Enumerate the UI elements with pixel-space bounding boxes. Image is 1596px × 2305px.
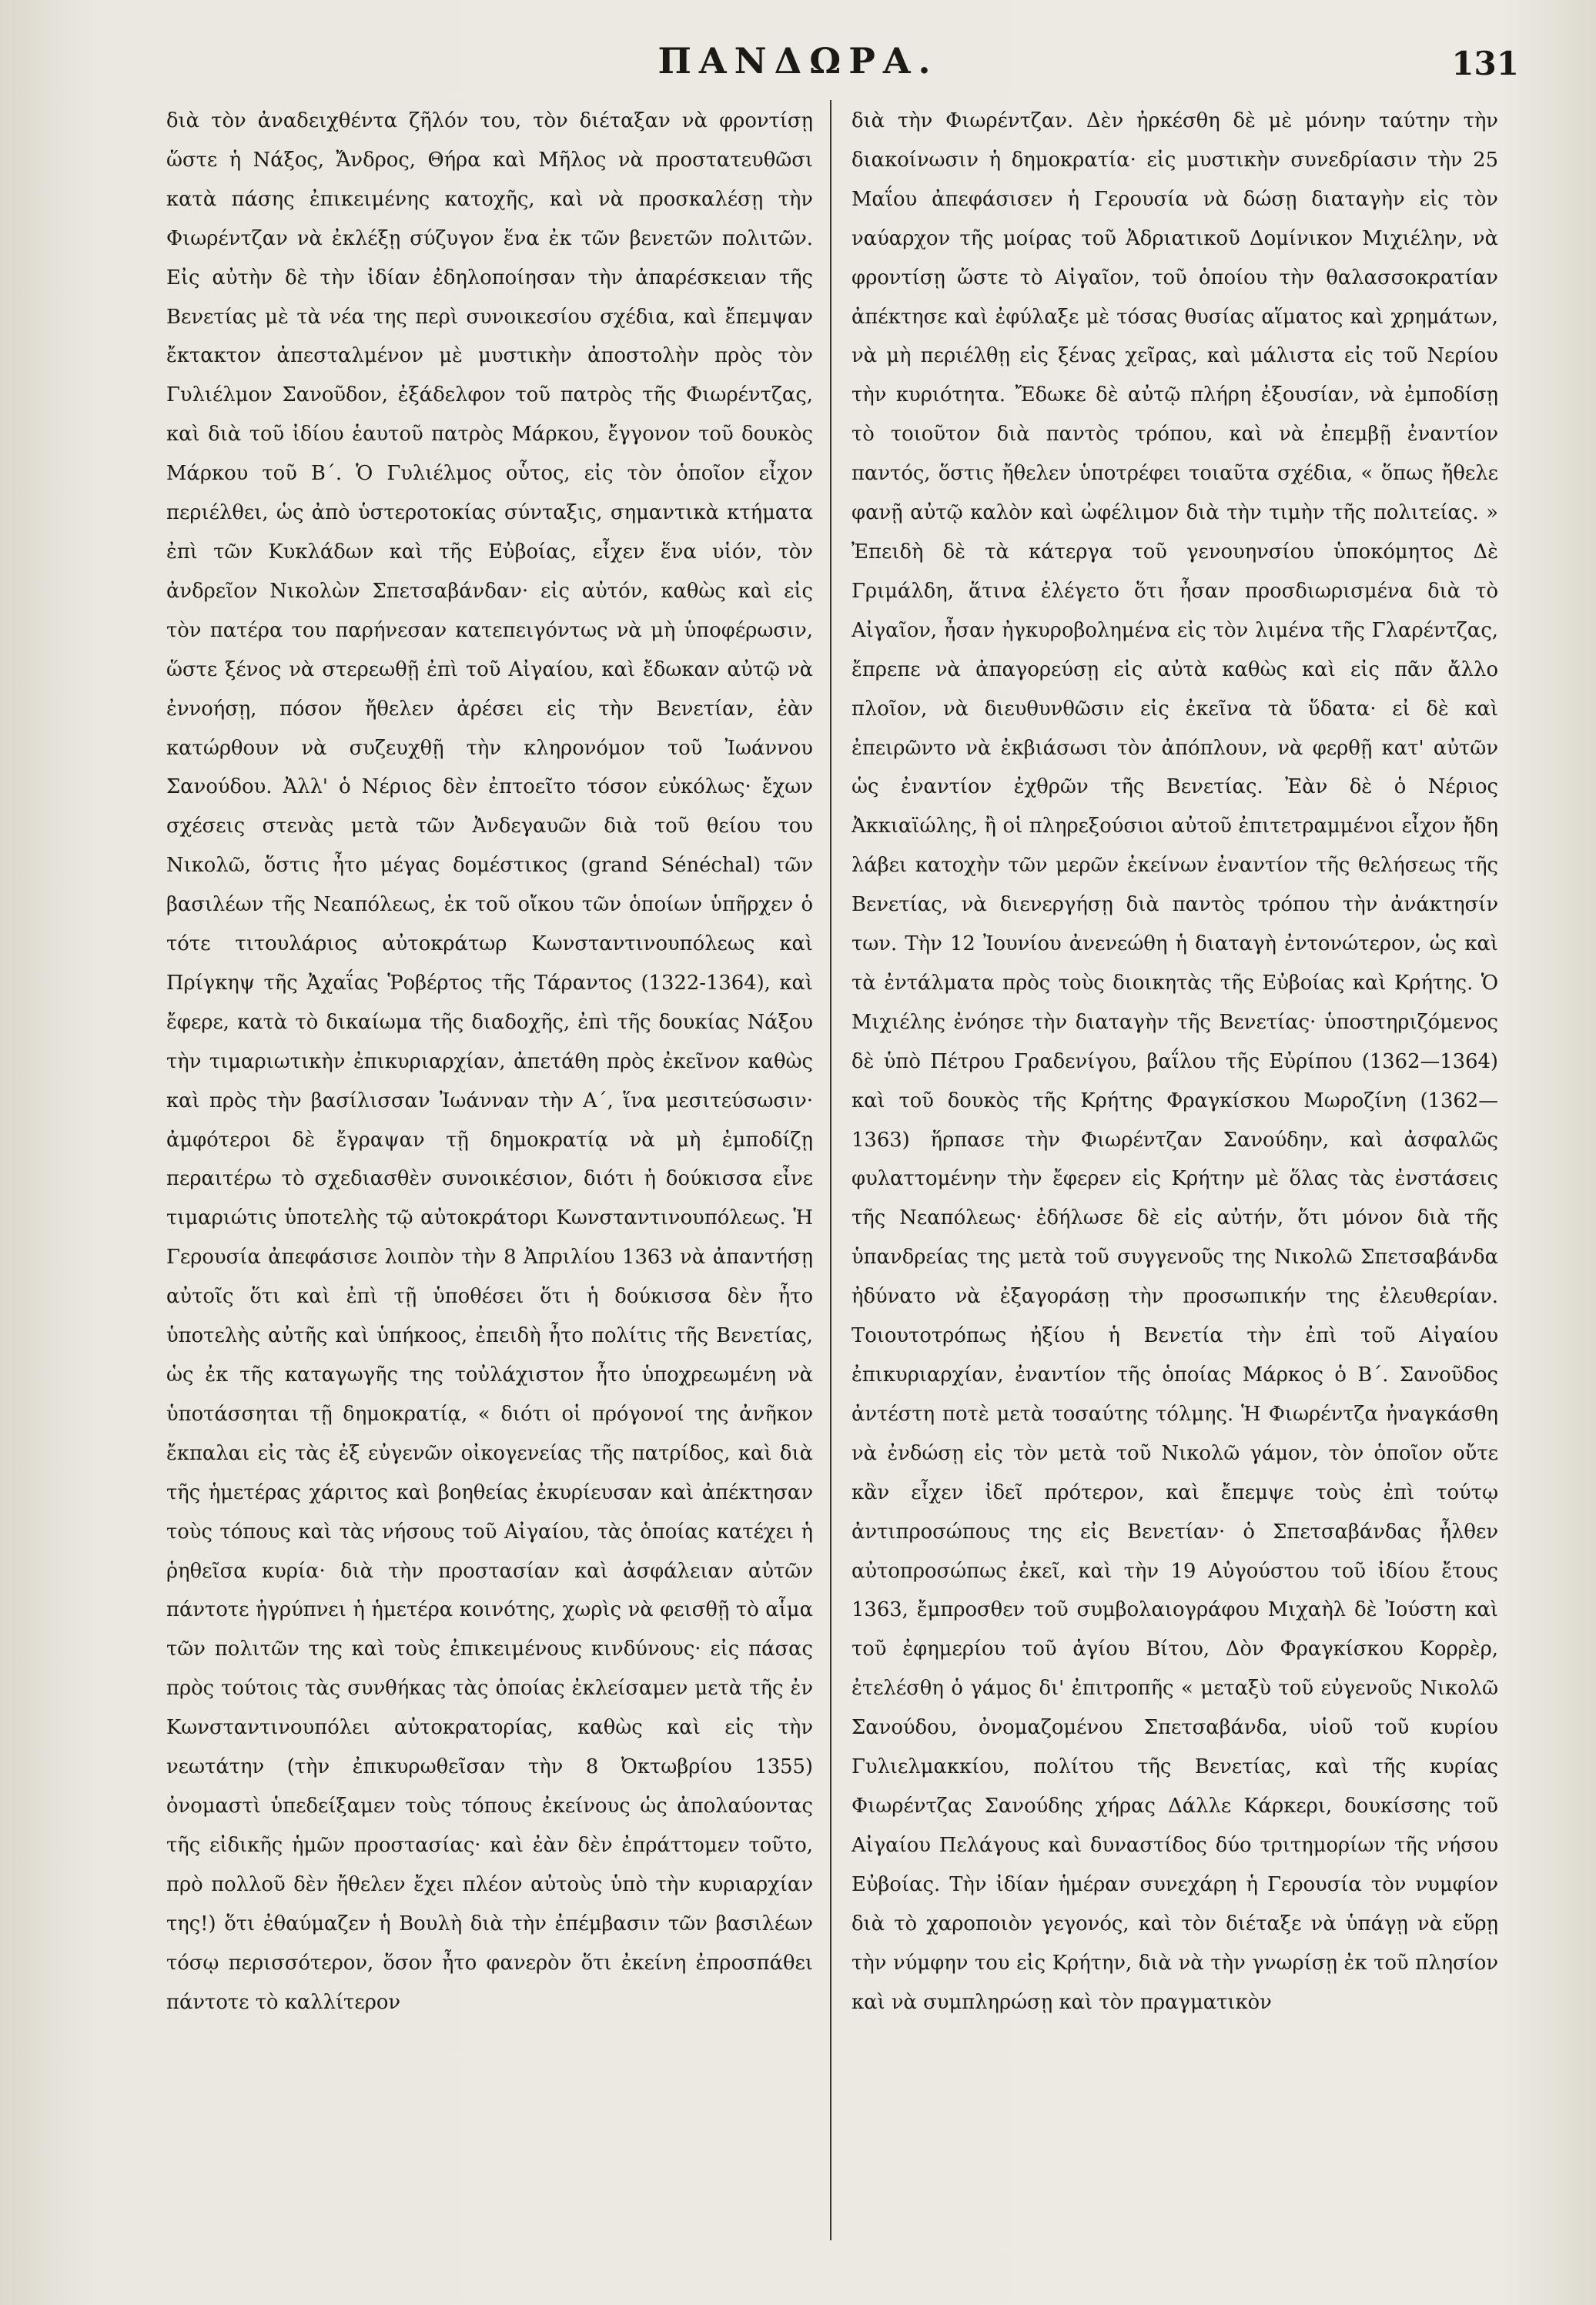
- page-number: 131: [1451, 45, 1519, 82]
- running-title: ΠΑΝΔΩΡΑ.: [657, 40, 939, 82]
- left-column-text: διὰ τὸν ἀναδειχθέντα ζῆλόν του, τὸν διέταξαν νὰ φροντίσῃ ὥστε ἡ Νάξος, Ἄνδρος, Θήρα καὶ Μῆλος νὰ προστατευθῶσι κατὰ πάσης ἐπικειμένης κατοχῆς, καὶ νὰ προσκαλέσῃ τὴν Φιωρέντζαν νὰ ἐκλέξῃ σύζυγον ἕνα ἐκ τῶν βενετῶν πολιτῶν. Εἰς αὐτὴν δὲ τὴν ἰδίαν ἐδηλοποίησαν τὴν ἀπαρέσκειαν τῆς Βενετίας μὲ τὰ νέα της περὶ συνοικεσίου σχέδια, καὶ ἔπεμψαν ἔκτακτον ἀπεσταλμένον μὲ μυστικὴν ἀποστολὴν πρὸς τὸν Γυλιέλμον Σανοῦδον, ἐξάδελφον τοῦ πατρὸς τῆς Φιωρέντζας, καὶ διὰ τοῦ ἰδίου ἑαυτοῦ πατρὸς Μάρκου, ἔγγονον τοῦ δουκὸς Μάρκου τοῦ Β΄. Ὁ Γυλιέλμος οὗτος, εἰς τὸν ὁποῖον εἶχον περιέλθει, ὡς ἀπὸ ὑστεροτοκίας σύνταξις, σημαντικὰ κτήματα ἐπὶ τῶν Κυκλάδων καὶ τῆς Εὐβοίας, εἶχεν ἕνα υἱόν, τὸν ἀνδρεῖον Νικολὼν Σπετσαβάνδαν· εἰς αὐτόν, καθὼς καὶ εἰς τὸν πατέρα του παρήνεσαν κατεπειγόντως νὰ μὴ ὑποφέρωσιν, ὥστε ξένος νὰ στερεωθῇ ἐπὶ τοῦ Αἰγαίου, καὶ ἔδωκαν αὐτῷ νὰ ἐννοήσῃ, πόσον ἤθελεν ἀρέσει εἰς τὴν Βενετίαν, ἐὰν κατώρθουν νὰ συζευχθῇ τὴν κληρονόμον τοῦ Ἰωάννου Σανούδου. Ἀλλ' ὁ Νέριος δὲν ἐπτοεῖτο τόσον εὐκόλως· ἔχων σχέσεις στενὰς μετὰ τῶν Ἀνδεγαυῶν διὰ τοῦ θείου του Νικολῶ, ὅστις ἦτο μέγας δομέστικος (grand Sénéchal) τῶν βασιλέων τῆς Νεαπόλεως, ἐκ τοῦ οἴκου τῶν ὁποίων ὑπῆρχεν ὁ τότε τιτουλάριος αὐτοκράτωρ Κωνσταντινουπόλεως καὶ Πρίγκηψ τῆς Ἀχαΐας Ῥοβέρτος τῆς Τάραντος (1322-1364), καὶ ἔφερε, κατὰ τὸ δικαίωμα τῆς διαδοχῆς, ἐπὶ τῆς δουκίας Νάξου τὴν τιμαριωτικὴν ἐπικυριαρχίαν, ἀπετάθη πρὸς ἐκεῖνον καθὼς καὶ πρὸς τὴν βασίλισσαν Ἰωάνναν τὴν Α΄, ἵνα μεσιτεύσωσιν· ἀμφότεροι δὲ ἔγραψαν τῇ δημοκρατίᾳ νὰ μὴ ἐμποδίζῃ περαιτέρω τὸ σχεδιασθὲν συνοικέσιον, διότι ἡ δούκισσα εἶνε τιμαριώτις ὑποτελὴς τῷ αὐτοκράτορι Κωνσταντινουπόλεως. Ἡ Γερουσία ἀπεφάσισε λοιπὸν τὴν 8 Ἀπριλίου 1363 νὰ ἀπαντήσῃ αὐτοῖς ὅτι καὶ ἐπὶ τῇ ὑποθέσει ὅτι ἡ δούκισσα δὲν ἦτο ὑποτελὴς αὐτῆς καὶ ὑπήκοος, ἐπειδὴ ἦτο πολίτις τῆς Βενετίας, ὡς ἐκ τῆς καταγωγῆς της τοὐλάχιστον ἦτο ὑποχρεωμένη νὰ ὑποτάσσηται τῇ δημοκρατίᾳ, « διότι οἱ πρόγονοί της ἀνῆκον ἔκπαλαι εἰς τὰς ἐξ εὐγενῶν οἰκογενείας τῆς πατρίδος, καὶ διὰ τῆς ἡμετέρας χάριτος καὶ βοηθείας ἐκυρίευσαν καὶ ἀπέκτησαν τοὺς τόπους καὶ τὰς νήσους τοῦ Αἰγαίου, τὰς ὁποίας κατέχει ἡ ῥηθεῖσα κυρία· διὰ τὴν προστασίαν καὶ ἀσφάλειαν αὐτῶν πάντοτε ἠγρύπνει ἡ ἡμετέρα κοινότης, χωρὶς νὰ φεισθῇ τὸ αἷμα τῶν πολιτῶν της καὶ τοὺς ἐπικειμένους κινδύνους· εἰς πάσας πρὸς τούτοις τὰς συνθήκας τὰς ὁποίας ἐκλείσαμεν μετὰ τῆς ἐν Κωνσταντινουπόλει αὐτοκρατορίας, καθὼς καὶ εἰς τὴν νεωτάτην (τὴν ἐπικυρωθεῖσαν τὴν 8 Ὀκτωβρίου 1355) ὀνομαστὶ ὑπεδείξαμεν τοὺς τόπους ἐκείνους ὡς ἀπολαύοντας τῆς εἰδικῆς ἡμῶν προστασίας· καὶ ἐὰν δὲν ἐπράττομεν τοῦτο, πρὸ πολλοῦ δὲν ἤθελεν ἔχει πλέον αὐτοὺς ὑπὸ τὴν κυριαρχίαν της!) ὅτι ἐθαύμαζεν ἡ Βουλὴ διὰ τὴν ἐπέμβασιν τῶν βασιλέων τόσῳ περισσότερον, ὅσον ἦτο φανερὸν ὅτι ἐκείνη ἐπροσπάθει πάντοτε τὸ καλλίτερον: [166, 109, 813, 2014]
- left-column: [166, 102, 813, 2022]
- running-head: [0, 40, 1596, 94]
- right-column: [852, 102, 1498, 2022]
- right-column-text: διὰ τὴν Φιωρέντζαν. Δὲν ἠρκέσθη δὲ μὲ μόνην ταύτην τὴν διακοίνωσιν ἡ δημοκρατία· εἰς μυστικὴν συνεδρίασιν τὴν 25 Μαΐου ἀπεφάσισεν ἡ Γερουσία νὰ δώσῃ διαταγὴν εἰς τὸν ναύαρχον τῆς μοίρας τοῦ Ἀδριατικοῦ Δομίνικον Μιχιέλην, νὰ φροντίσῃ ὥστε τὸ Αἰγαῖον, τοῦ ὁποίου τὴν θαλασσοκρατίαν ἀπέκτησε καὶ ἐφύλαξε μὲ τόσας θυσίας αἵματος καὶ χρημάτων, νὰ μὴ περιέλθῃ εἰς ξένας χεῖρας, καὶ μάλιστα εἰς τοῦ Νερίου τὴν κυριότητα. Ἔδωκε δὲ αὐτῷ πλήρη ἐξουσίαν, νὰ ἐμποδίσῃ τὸ τοιοῦτον διὰ παντὸς τρόπου, καὶ νὰ ἐπεμβῇ ἐναντίον παντός, ὅστις ἤθελεν ὑποτρέφει τοιαῦτα σχέδια, « ὅπως ἤθελε φανῇ αὐτῷ καλὸν καὶ ὠφέλιμον διὰ τὴν τιμὴν τῆς πολιτείας. » Ἐπειδὴ δὲ τὰ κάτεργα τοῦ γενουηνσίου ὑποκόμητος Δὲ Γριμάλδη, ἅτινα ἐλέγετο ὅτι ἦσαν προσδιωρισμένα διὰ τὸ Αἰγαῖον, ἦσαν ἠγκυροβολημένα εἰς τὸν λιμένα τῆς Γλαρέντζας, ἔπρεπε νὰ ἀπαγορεύσῃ εἰς αὐτὰ καθὼς καὶ εἰς πᾶν ἄλλο πλοῖον, νὰ διευθυνθῶσιν εἰς ἐκεῖνα τὰ ὕδατα· εἰ δὲ καὶ ἐπειρῶντο νὰ ἐκβιάσωσι τὸν ἀπόπλουν, νὰ φερθῇ κατ' αὐτῶν ὡς ἐναντίον ἐχθρῶν τῆς Βενετίας. Ἐὰν δὲ ὁ Νέριος Ἀκκιαϊώλης, ἢ οἱ πληρεξούσιοι αὐτοῦ ἐπιτετραμμένοι εἶχον ἤδη λάβει κατοχὴν τῶν μερῶν ἐκείνων ἐναντίον τῆς θελήσεως τῆς Βενετίας, νὰ διενεργήσῃ διὰ παντὸς τρόπου τὴν ἀνάκτησίν των. Τὴν 12 Ἰουνίου ἀνενεώθη ἡ διαταγὴ ἐντονώτερον, ὡς καὶ τὰ ἐντάλματα πρὸς τοὺς διοικητὰς τῆς Εὐβοίας καὶ Κρήτης. Ὁ Μιχιέλης ἐνόησε τὴν διαταγὴν τῆς Βενετίας· ὑποστηριζόμενος δὲ ὑπὸ Πέτρου Γραδενίγου, βαΐλου τῆς Εὐρίπου (1362—1364) καὶ τοῦ δουκὸς τῆς Κρήτης Φραγκίσκου Μωροζίνη (1362—1363) ἥρπασε τὴν Φιωρέντζαν Σανούδην, καὶ ἀσφαλῶς φυλαττομένην τὴν ἔφερεν εἰς Κρήτην μὲ ὅλας τὰς ἐνστάσεις τῆς Νεαπόλεως· ἐδήλωσε δὲ εἰς αὐτήν, ὅτι μόνον διὰ τῆς ὑπανδρείας της μετὰ τοῦ συγγενοῦς της Νικολῶ Σπετσαβάνδα ἠδύνατο νὰ ἐξαγοράσῃ τὴν προσωπικήν της ἐλευθερίαν. Τοιουτοτρόπως ἠξίου ἡ Βενετία τὴν ἐπὶ τοῦ Αἰγαίου ἐπικυριαρχίαν, ἐναντίον τῆς ὁποίας Μάρκος ὁ Β΄. Σανοῦδος ἀντέστη ποτὲ μετὰ τοσαύτης τόλμης. Ἡ Φιωρέντζα ἠναγκάσθη νὰ ἐνδώσῃ εἰς τὸν μετὰ τοῦ Νικολῶ γάμον, τὸν ὁποῖον οὔτε κἂν εἶχεν ἰδεῖ πρότερον, καὶ ἔπεμψε τοὺς ἐπὶ τούτῳ ἀντιπροσώπους της εἰς Βενετίαν· ὁ Σπετσαβάνδας ἦλθεν αὐτοπροσώπως ἐκεῖ, καὶ τὴν 19 Αὐγούστου τοῦ ἰδίου ἔτους 1363, ἔμπροσθεν τοῦ συμβολαιογράφου Μιχαὴλ δὲ Ἰούστη καὶ τοῦ ἐφημερίου τοῦ ἁγίου Βίτου, Δὸν Φραγκίσκου Κορρὲρ, ἐτελέσθη ὁ γάμος δι' ἐπιτροπῆς « μεταξὺ τοῦ εὐγενοῦς Νικολῶ Σανούδου, ὀνομαζομένου Σπετσαβάνδα, υἱοῦ τοῦ κυρίου Γυλιελμακκίου, πολίτου τῆς Βενετίας, καὶ τῆς κυρίας Φιωρέντζας Σανούδης χήρας Δάλλε Κάρκερι, δουκίσσης τοῦ Αἰγαίου Πελάγους καὶ δυναστίδος δύο τριτημορίων τῆς νήσου Εὐβοίας. Τὴν ἰδίαν ἡμέραν συνεχάρη ἡ Γερουσία τὸν νυμφίον διὰ τὸ χαροποιὸν γεγονός, καὶ τὸν διέταξε νὰ ὑπάγῃ νὰ εὕρῃ τὴν νύμφην του εἰς Κρήτην, διὰ νὰ τὴν γνωρίσῃ ἐκ τοῦ πλησίον καὶ νὰ συμπληρώσῃ καὶ τὸν πραγματικὸν: [852, 109, 1498, 2014]
- column-divider: [830, 100, 831, 2240]
